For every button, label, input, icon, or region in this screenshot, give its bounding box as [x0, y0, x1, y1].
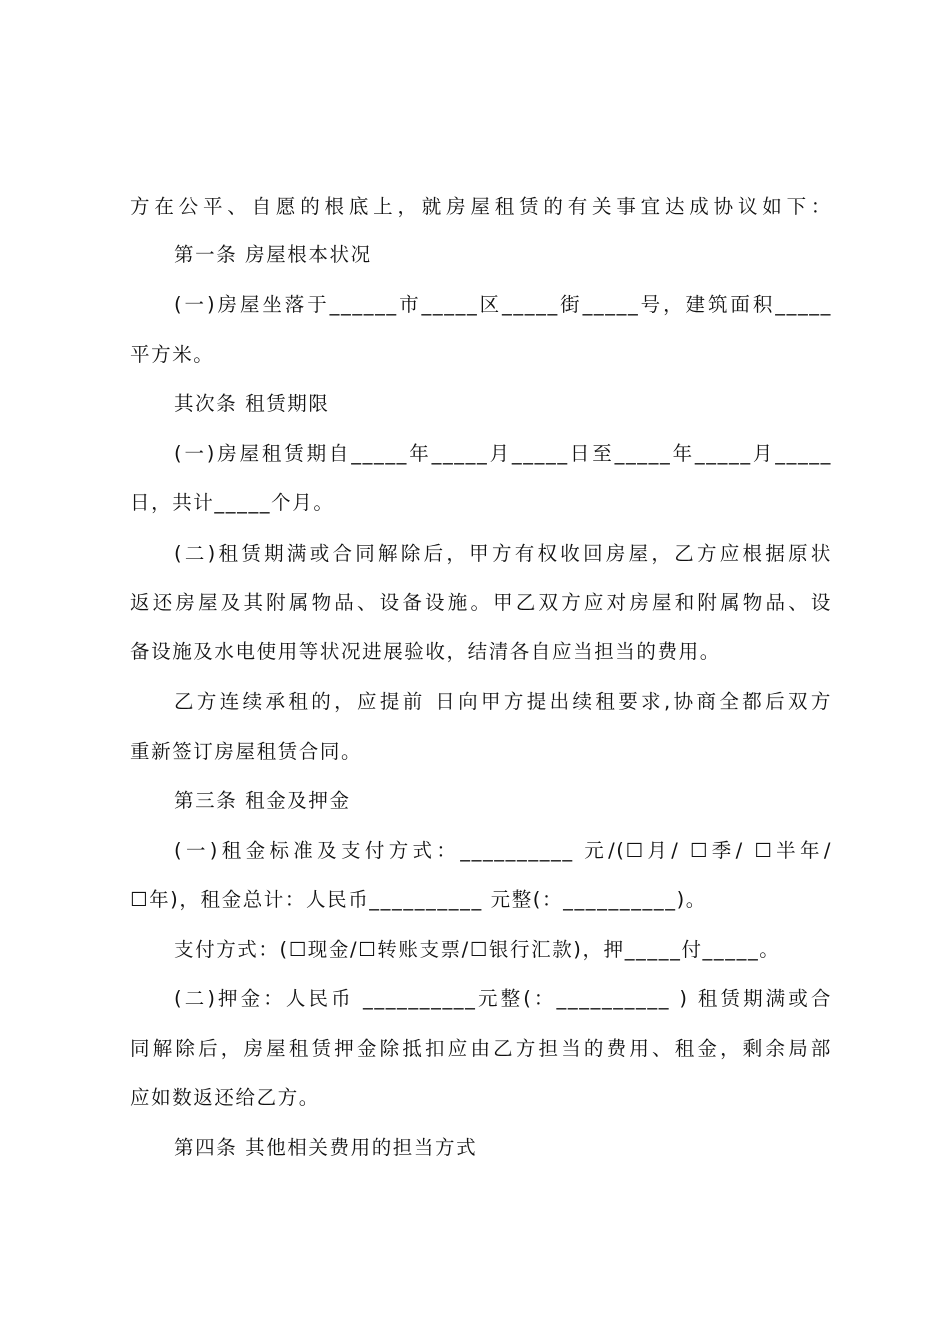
payment-method-line: 支付方式：(☐现金/☐转账支票/☐银行汇款)，押_____付_____。	[174, 938, 781, 961]
article-3-clause-2-line-3: 应如数返还给乙方。	[130, 1086, 320, 1109]
article-1-clause-1-line-1: (一)房屋坐落于______市_____区_____街_____号，建筑面积_____	[174, 293, 832, 316]
article-1-clause-1-line-2: 平方米。	[130, 343, 215, 366]
article-2-heading: 其次条 租赁期限	[174, 392, 330, 415]
article-2-clause-1-line-2: 日，共计_____个月。	[130, 491, 335, 514]
article-2-clause-2-line-1: (二)租赁期满或合同解除后，甲方有权收回房屋，乙方应根据原状	[174, 542, 832, 565]
article-2-clause-1-line-1: (一)房屋租赁期自_____年_____月_____日至_____年_____月_____	[174, 442, 832, 465]
intro-line: 方在公平、自愿的根底上，就房屋租赁的有关事宜达成协议如下：	[130, 195, 832, 218]
article-2-clause-2-line-2: 返还房屋及其附属物品、设备设施。甲乙双方应对房屋和附属物品、设	[130, 591, 832, 614]
article-2-clause-2-line-3: 备设施及水电使用等状况进展验收，结清各自应当担当的费用。	[130, 640, 721, 663]
article-3-clause-2-line-1: (二)押金：人民币 __________元整(：__________ ) 租赁期满或合	[174, 987, 832, 1010]
renewal-line-2: 重新签订房屋租赁合同。	[130, 740, 363, 763]
renewal-line-1: 乙方连续承租的，应提前 日向甲方提出续租要求,协商全都后双方	[174, 690, 832, 713]
article-1-heading: 第一条 房屋根本状况	[174, 243, 372, 266]
article-3-heading: 第三条 租金及押金	[174, 789, 351, 812]
article-3-clause-2-line-2: 同解除后，房屋租赁押金除抵扣应由乙方担当的费用、租金，剩余局部	[130, 1037, 832, 1060]
article-3-clause-1-line-2: ☐年)，租金总计：人民币__________ 元整(：__________)。	[130, 888, 707, 911]
article-4-heading: 第四条 其他相关费用的担当方式	[174, 1136, 478, 1159]
article-3-clause-1-line-1: (一)租金标准及支付方式：__________ 元/(☐月/ ☐季/ ☐半年/	[174, 839, 832, 862]
